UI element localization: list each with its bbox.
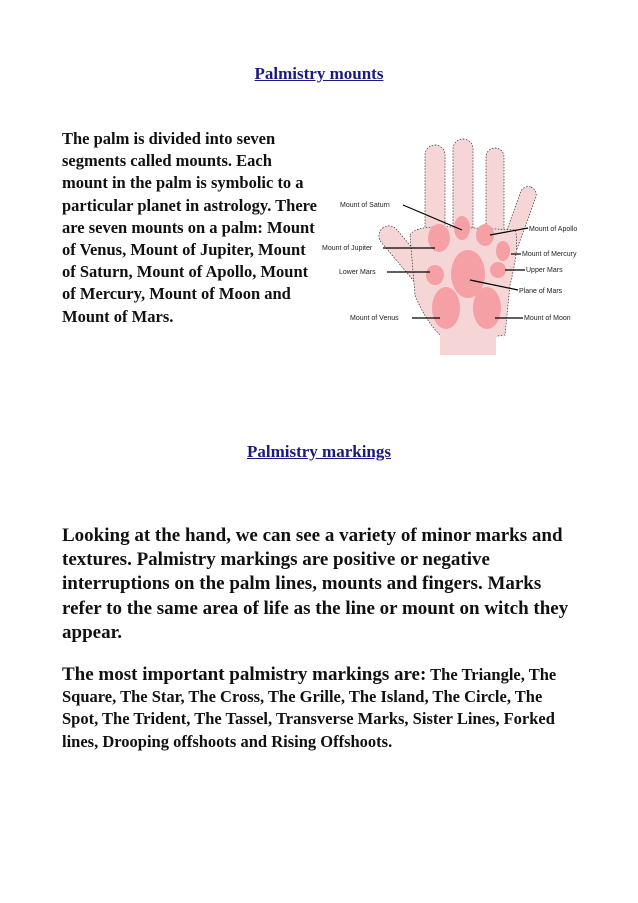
markings-list: The Triangle, The Square, The Star, The Cross, The Grille, The Island, The Circle, The Spot, The Trident, The Tassel, Transverse Marks, Sister Lines, Forked lines, Drooping offshoots and Rising Offshoots. [62,665,557,751]
label-plane-mars: Plane of Mars [519,288,563,295]
label-mercury: Mount of Mercury [522,251,577,258]
hand-mounts-diagram [315,135,595,360]
markings-list-paragraph [62,664,572,753]
label-upper-mars: Upper Mars [526,267,563,274]
markings-paragraph: Looking at the hand, we can see a variety of minor marks and textures. Palmistry markings are positive or negative interruptions on the palm lines, mounts and fingers. Marks refer to the same area of life as the line or mount on witch they appear. [62,525,569,643]
label-venus: Mount of Venus [350,315,399,322]
label-saturn: Mount of Saturn [340,202,390,209]
label-apollo: Mount of Apollo [529,226,578,233]
markings-lead: The most important palmistry markings are: [62,664,427,685]
label-jupiter: Mount of Jupiter [322,245,373,252]
heading-palmistry-markings: Palmistry markings [246,442,392,461]
label-moon: Mount of Moon [524,315,571,322]
mounts-paragraph: The palm is divided into seven segments called mounts. Each mount in the palm is symbolic to a particular planet in astrology. There are seven mounts on a palm: Mount of Venus, Mount of Jupiter, Mount of Saturn, Mount of Apollo, Mount of Mercury, Mount of Moon and Mount of Mars. [62,129,318,326]
heading-palmistry-mounts: Palmistry mounts [254,64,384,83]
label-lower-mars: Lower Mars [339,269,376,276]
